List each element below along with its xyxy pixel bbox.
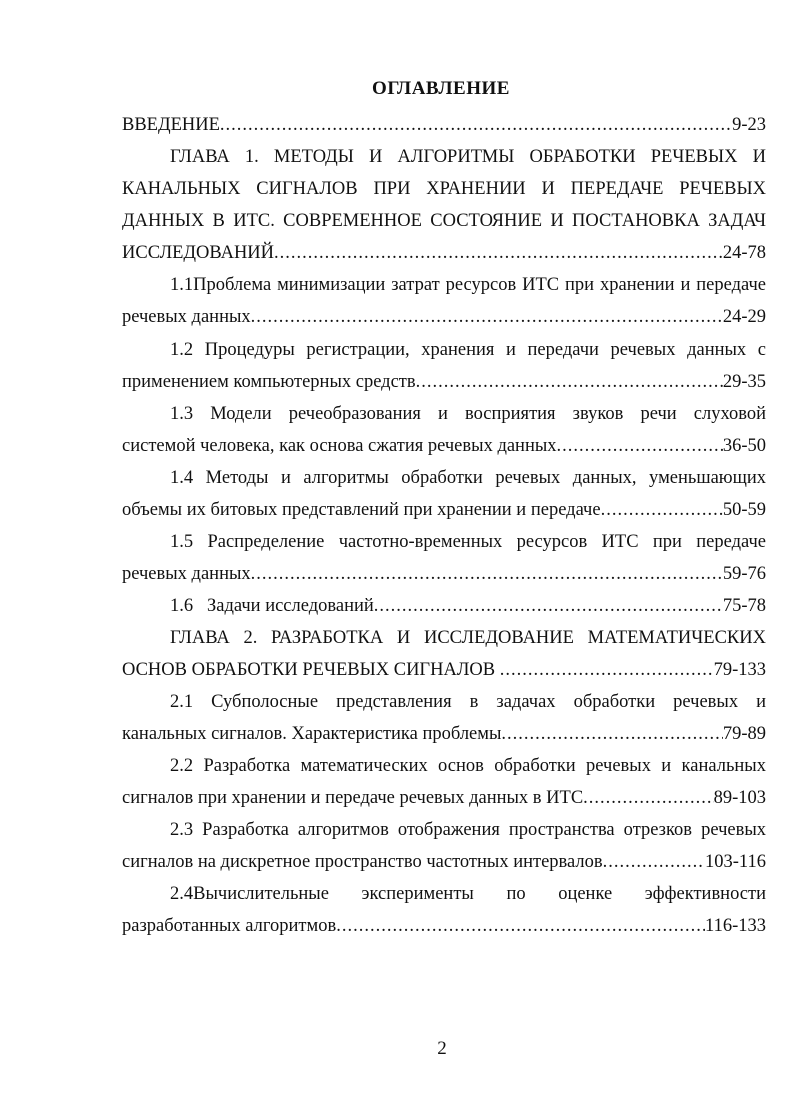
- toc-section-2-2-line-1[interactable]: 2.2 Разработка математических основ обработки речевых и канальных: [170, 756, 766, 776]
- toc-leader-dots: [500, 656, 714, 684]
- toc-section-1-1-line-2[interactable]: [122, 303, 766, 331]
- toc-leader-dots: [583, 784, 713, 812]
- toc-section-2-3-line-2[interactable]: [122, 848, 766, 876]
- toc-chapter-1-line-3[interactable]: ДАННЫХ В ИТС. СОВРЕМЕННОЕ СОСТОЯНИЕ И ПОСТАНОВКА ЗАДАЧ: [122, 211, 766, 231]
- toc-chapter-2-line-1[interactable]: ГЛАВА 2. РАЗРАБОТКА И ИССЛЕДОВАНИЕ МАТЕМАТИЧЕСКИХ: [170, 628, 766, 648]
- toc-leader-dots: [557, 432, 723, 460]
- toc-entry-text: объемы их битовых представлений при хранении и передаче: [122, 500, 601, 520]
- toc-entry-text: ИССЛЕДОВАНИЙ: [122, 243, 275, 263]
- toc-section-2-3-line-1[interactable]: 2.3 Разработка алгоритмов отображения пространства отрезков речевых: [170, 820, 766, 840]
- toc-page-range: 79-133: [713, 660, 766, 680]
- toc-entry-text: речевых данных: [122, 307, 251, 327]
- toc-page-range: 79-89: [722, 724, 766, 744]
- toc-chapter-1-line-4[interactable]: [122, 239, 766, 267]
- toc-section-2-4-line-2[interactable]: [122, 912, 766, 940]
- toc-page-range: 36-50: [722, 436, 766, 456]
- toc-page-range: 75-78: [722, 596, 766, 616]
- toc-entry-text: сигналов на дискретное пространство частотных интервалов: [122, 852, 603, 872]
- toc-section-1-1-line-1[interactable]: 1.1Проблема минимизации затрат ресурсов ИТС при хранении и передаче: [170, 275, 766, 295]
- toc-leader-dots: [501, 720, 722, 748]
- toc-leader-dots: [220, 111, 732, 139]
- toc-leader-dots: [603, 848, 705, 876]
- toc-entry-text: 1.6 Задачи исследований: [170, 596, 374, 616]
- toc-entry-text: системой человека, как основа сжатия речевых данных: [122, 436, 557, 456]
- toc-leader-dots: [274, 239, 723, 267]
- toc-section-1-6[interactable]: [170, 592, 766, 620]
- toc-page-range: 24-78: [722, 243, 766, 263]
- toc-entry-text: речевых данных: [122, 564, 251, 584]
- page-title: ОГЛАВЛЕНИЕ: [372, 78, 510, 99]
- toc-section-1-5-line-2[interactable]: [122, 560, 766, 588]
- toc-page-range: 89-103: [713, 788, 766, 808]
- toc-section-1-5-line-1[interactable]: 1.5 Распределение частотно-временных ресурсов ИТС при передаче: [170, 532, 766, 552]
- toc-leader-dots: [374, 592, 723, 620]
- toc-entry-text: ВВЕДЕНИЕ: [122, 115, 220, 135]
- toc-section-1-4-line-1[interactable]: 1.4 Методы и алгоритмы обработки речевых данных, уменьшающих: [170, 468, 766, 488]
- toc-chapter-1-line-1[interactable]: ГЛАВА 1. МЕТОДЫ И АЛГОРИТМЫ ОБРАБОТКИ РЕЧЕВЫХ И: [170, 147, 766, 167]
- toc-page-range: 9-23: [732, 115, 766, 135]
- toc-page-range: 50-59: [722, 500, 766, 520]
- toc-section-1-3-line-2[interactable]: [122, 432, 766, 460]
- toc-page-range: 103-116: [705, 852, 766, 872]
- toc-page-range: 24-29: [722, 307, 766, 327]
- toc-section-1-3-line-1[interactable]: 1.3 Модели речеобразования и восприятия звуков речи слуховой: [170, 404, 766, 424]
- toc-page-range: 116-133: [705, 916, 766, 936]
- toc-section-2-4-line-1[interactable]: 2.4Вычислительные эксперименты по оценке эффективности: [170, 884, 766, 904]
- toc-section-1-4-line-2[interactable]: [122, 496, 766, 524]
- toc-section-2-1-line-1[interactable]: 2.1 Субполосные представления в задачах обработки речевых и: [170, 692, 766, 712]
- toc-chapter-2-line-2[interactable]: [122, 656, 766, 684]
- page-number: 2: [437, 1038, 447, 1059]
- toc-section-1-2-line-2[interactable]: [122, 368, 766, 396]
- toc-entry-text: канальных сигналов. Характеристика проблемы: [122, 724, 502, 744]
- toc-section-2-2-line-2[interactable]: [122, 784, 766, 812]
- toc-leader-dots: [251, 303, 723, 331]
- toc-leader-dots: [416, 368, 723, 396]
- toc-entry-text: разработанных алгоритмов: [122, 916, 337, 936]
- toc-chapter-1-line-2[interactable]: КАНАЛЬНЫХ СИГНАЛОВ ПРИ ХРАНЕНИИ И ПЕРЕДАЧЕ РЕЧЕВЫХ: [122, 179, 766, 199]
- toc-leader-dots: [251, 560, 723, 588]
- toc-entry-text: применением компьютерных средств: [122, 372, 416, 392]
- toc-page-range: 59-76: [722, 564, 766, 584]
- toc-leader-dots: [336, 912, 705, 940]
- toc-entry-text: сигналов при хранении и передаче речевых данных в ИТС: [122, 788, 584, 808]
- toc-entry-intro[interactable]: [122, 111, 766, 139]
- toc-entry-text: ОСНОВ ОБРАБОТКИ РЕЧЕВЫХ СИГНАЛОВ: [122, 660, 500, 680]
- toc-page-range: 29-35: [722, 372, 766, 392]
- toc-section-2-1-line-2[interactable]: [122, 720, 766, 748]
- toc-section-1-2-line-1[interactable]: 1.2 Процедуры регистрации, хранения и передачи речевых данных с: [170, 340, 766, 360]
- toc-leader-dots: [601, 496, 723, 524]
